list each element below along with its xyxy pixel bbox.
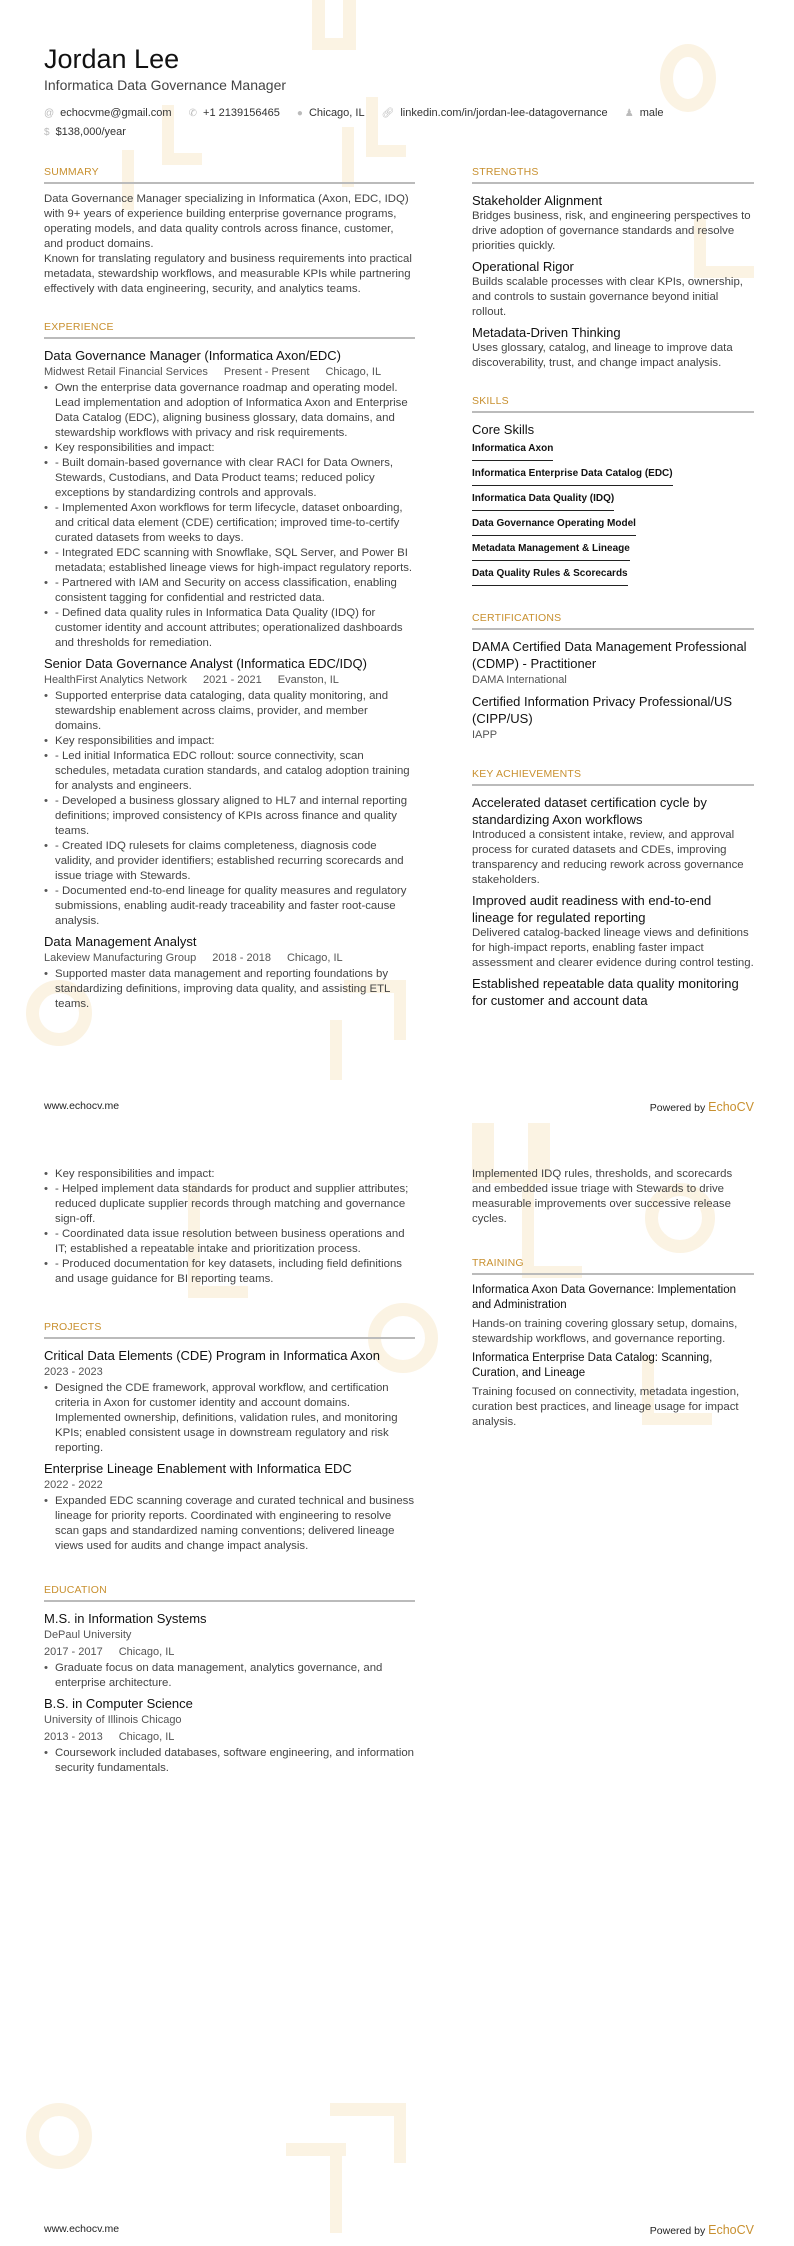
bullet: • Expanded EDC scanning coverage and curated technical and business lineage for priority reports. Coordinated with engineering to resolve scan gaps and standardized naming conventions; delivered lineage views used for audits and change impact analysis. (44, 1494, 415, 1554)
location: Chicago, IL (286, 952, 343, 964)
watermark-shape (394, 2103, 406, 2163)
education-entry (44, 1610, 415, 1691)
bullet: • Supported enterprise data cataloging, data quality monitoring, and stewardship enablement across claims, provider, and member domains. (44, 689, 415, 734)
watermark-shape (330, 1020, 342, 1080)
company: HealthFirst Analytics Network (44, 674, 188, 686)
bullet: • Key responsibilities and impact: (44, 734, 415, 749)
achievement-desc: Implemented IDQ rules, thresholds, and scorecards and embedded issue triage with Stewards to drive measurable improvements over successive release cycles. (472, 1168, 733, 1225)
watermark-shape (330, 2143, 342, 2233)
contact-location (297, 104, 365, 123)
footer-powered-by[interactable] (650, 1100, 754, 1114)
experience-entry (44, 933, 415, 1012)
location-text: Chicago, IL (308, 107, 365, 119)
job-title: Senior Data Governance Analyst (Informatica EDC/IDQ) (44, 656, 367, 671)
location-pin-icon: ● (296, 108, 303, 119)
bullet: • - Integrated EDC scanning with Snowflake, SQL Server, and Power BI metadata; established lineage views for high-impact regulatory reports. (44, 546, 415, 576)
right-column (472, 166, 754, 1009)
dates: Present - Present (223, 366, 310, 378)
experience-entry (44, 347, 415, 651)
skill-tag: Metadata Management & Lineage (472, 540, 630, 561)
achievement-desc: Delivered catalog-backed lineage views and definitions for high-impact reports, enabling faster impact assessment and clearer evidence during control testing. (472, 927, 754, 969)
candidate-name: Jordan Lee (44, 44, 180, 74)
candidate-title: Informatica Data Governance Manager (44, 77, 287, 93)
watermark-shape (366, 145, 406, 157)
training-title: Informatica Enterprise Data Catalog: Scanning, Curation, and Lineage (472, 1352, 713, 1379)
dollar-icon: $ (44, 127, 50, 138)
job-title: Data Governance Manager (Informatica Axon/EDC) (44, 348, 341, 363)
resume-page-2 (0, 1123, 794, 2246)
person-icon: ♟ (624, 108, 634, 119)
left-column (44, 166, 415, 1012)
skill-tag: Informatica Data Quality (IDQ) (472, 490, 614, 511)
bullet: • Supported master data management and reporting foundations by standardizing definitions, improving data quality, and assisting ETL teams. (44, 967, 415, 1012)
watermark-ring (660, 44, 716, 112)
bullet: • - Built domain-based governance with clear RACI for Data Owners, Stewards, Custodians, and Data Product teams; reduced policy exceptions by standardizing controls and approvals. (44, 456, 415, 501)
certification-name: Certified Information Privacy Professional/US (CIPP/US) (472, 694, 733, 726)
section-heading-achievements: KEY ACHIEVEMENTS (472, 768, 754, 786)
bullet: • - Defined data quality rules in Informatica Data Quality (IDQ) for customer identity and account attributes; operationalized dashboards and thresholds for remediation. (44, 606, 415, 651)
certification-name: DAMA Certified Data Management Professional (CDMP) - Practitioner (472, 639, 747, 671)
strength-desc: Uses glossary, catalog, and lineage to improve data discoverability, trust, and change impact analysis. (472, 342, 733, 369)
watermark-shape (162, 153, 202, 165)
project-dates: 2023 - 2023 (44, 1366, 103, 1378)
section-heading-education: EDUCATION (44, 1584, 415, 1602)
right-column (472, 1167, 754, 1430)
section-heading-summary: SUMMARY (44, 166, 415, 184)
contact-email[interactable] (44, 104, 172, 123)
salary-text: $138,000/year (55, 126, 126, 138)
degree: B.S. in Computer Science (44, 1696, 193, 1711)
location: Chicago, IL (118, 1731, 175, 1743)
strength-desc: Bridges business, risk, and engineering perspectives to drive adoption of governance standards and resolve priorities quickly. (472, 210, 751, 252)
skill-group-title: Core Skills (472, 422, 535, 437)
degree: M.S. in Information Systems (44, 1611, 207, 1626)
link-icon: 🔗︎ (381, 108, 395, 119)
summary-paragraph: Known for translating regulatory and business requirements into practical metadata, stewardship workflows, and measurable KPIs while partnering effectively with data engineering, security, and analytics teams. (44, 253, 412, 295)
contact-info (44, 104, 744, 142)
achievement-desc: Introduced a consistent intake, review, and approval process for curated datasets and CDEs, improving transparency and reducing rework across governance stakeholders. (472, 829, 744, 886)
watermark-ring (26, 2103, 92, 2169)
location: Chicago, IL (118, 1646, 175, 1658)
bullet: • - Helped implement data standards for product and supplier attributes; reduced duplicate supplier records through matching and governance sign-off. (44, 1182, 415, 1227)
skill-tag: Data Governance Operating Model (472, 515, 636, 536)
company: Lakeview Manufacturing Group (44, 952, 197, 964)
education-entry (44, 1695, 415, 1776)
bullet: • Key responsibilities and impact: (44, 1167, 415, 1182)
linkedin-text: linkedin.com/in/jordan-lee-datagovernance (400, 107, 608, 119)
job-title: Data Management Analyst (44, 934, 197, 949)
email-text: echocvme@gmail.com (60, 107, 172, 119)
bullet: • - Coordinated data issue resolution between business operations and IT; established a repeatable intake and prioritization process. (44, 1227, 415, 1257)
contact-phone[interactable] (189, 104, 280, 123)
bullet: • - Documented end-to-end lineage for quality measures and regulatory submissions, enabling audit-ready traceability and faster root-cause analysis. (44, 884, 415, 929)
achievement-title: Established repeatable data quality monitoring for customer and account data (472, 976, 739, 1008)
section-heading-strengths: STRENGTHS (472, 166, 754, 184)
school: DePaul University (44, 1629, 132, 1641)
brand-logo-text: EchoCV (708, 2223, 754, 2237)
powered-by-text: Powered by (649, 2225, 706, 2237)
location: Evanston, IL (277, 674, 339, 686)
brand-logo-text: EchoCV (708, 1100, 754, 1114)
contact-linkedin[interactable] (382, 104, 608, 123)
watermark-shape (312, 38, 356, 50)
training-desc: Training focused on connectivity, metadata ingestion, curation best practices, and lineage usage for impact analysis. (472, 1386, 740, 1428)
contact-salary (44, 123, 126, 142)
gender-text: male (639, 107, 664, 119)
achievement-title: Accelerated dataset certification cycle by standardizing Axon workflows (472, 795, 707, 827)
achievement-title: Improved audit readiness with end-to-end lineage for regulated reporting (472, 893, 712, 925)
phone-icon: ✆ (188, 108, 198, 119)
contact-gender (625, 104, 664, 123)
experience-entry (44, 655, 415, 929)
bullet: • Designed the CDE framework, approval workflow, and certification criteria in Axon for customer identity and account domains. Implemented ownership, definitions, validation rules, and monitoring KPIs; enabled consistent usage in downstream regulatory and risk reporting. (44, 1381, 415, 1456)
powered-by-text: Powered by (649, 1102, 706, 1114)
bullet: • Coursework included databases, software engineering, and information security fundamentals. (44, 1746, 415, 1776)
footer-site-link[interactable]: www.echocv.me (44, 2223, 120, 2235)
strength-desc: Builds scalable processes with clear KPIs, ownership, and controls to sustain governance beyond initial rollout. (472, 276, 743, 318)
project-entry (44, 1460, 415, 1554)
bullet: • Graduate focus on data management, analytics governance, and enterprise architecture. (44, 1661, 415, 1691)
bullet: • Own the enterprise data governance roadmap and operating model. Lead implementation and adoption of Informatica Axon and Enterprise Data Catalog (EDC), aligning business glossary, data domains, and stewardship workflows with privacy and risk requirements. (44, 381, 415, 441)
training-title: Informatica Axon Data Governance: Implementation and Administration (472, 1284, 737, 1311)
strength-title: Operational Rigor (472, 259, 574, 274)
at-icon: @ (44, 108, 55, 119)
section-heading-certifications: CERTIFICATIONS (472, 612, 754, 630)
summary-paragraph: Data Governance Manager specializing in Informatica (Axon, EDC, IDQ) with 9+ years of experience building enterprise governance programs, operating models, and data quality controls across finance, customer, and product domains. (44, 193, 409, 250)
dates: 2017 - 2017 (44, 1646, 103, 1658)
training-desc: Hands-on training covering glossary setup, domains, stewardship workflows, and governance reporting. (472, 1318, 738, 1345)
footer-powered-by[interactable] (650, 2223, 754, 2237)
skill-tag: Data Quality Rules & Scorecards (472, 565, 628, 586)
certification-issuer: DAMA International (472, 674, 567, 686)
strength-title: Metadata-Driven Thinking (472, 325, 621, 340)
skill-tag: Informatica Axon (472, 440, 553, 461)
school: University of Illinois Chicago (44, 1714, 182, 1726)
project-title: Enterprise Lineage Enablement with Informatica EDC (44, 1461, 352, 1476)
project-entry (44, 1347, 415, 1456)
dates: 2018 - 2018 (212, 952, 271, 964)
section-heading-skills: SKILLS (472, 395, 754, 413)
company: Midwest Retail Financial Services (44, 366, 208, 378)
dates: 2021 - 2021 (203, 674, 262, 686)
bullet: • - Implemented Axon workflows for term lifecycle, dataset onboarding, and critical data element (CDE) certification; improved time-to-certify curated datasets from weeks to days. (44, 501, 415, 546)
project-title: Critical Data Elements (CDE) Program in Informatica Axon (44, 1348, 380, 1363)
section-heading-training: TRAINING (472, 1257, 754, 1275)
footer-site-link[interactable]: www.echocv.me (44, 1100, 120, 1112)
section-heading-experience: EXPERIENCE (44, 321, 415, 339)
bullet: • - Produced documentation for key datasets, including field definitions and usage guidance for BI reporting teams. (44, 1257, 415, 1287)
bullet: • Key responsibilities and impact: (44, 441, 415, 456)
skill-tag: Informatica Enterprise Data Catalog (EDC) (472, 465, 673, 486)
bullet: • - Partnered with IAM and Security on access classification, enabling consistent tagging for confidential and restricted data. (44, 576, 415, 606)
section-heading-projects: PROJECTS (44, 1321, 415, 1339)
dates: 2013 - 2013 (44, 1731, 103, 1743)
strength-title: Stakeholder Alignment (472, 193, 603, 208)
certification-issuer: IAPP (472, 729, 498, 741)
bullet: • - Led initial Informatica EDC rollout: source connectivity, scan schedules, metadata curation standards, and catalog adoption training for analysts and engineers. (44, 749, 415, 794)
phone-text: +1 2139156465 (203, 107, 280, 119)
left-column (44, 1167, 415, 1776)
bullet: • - Developed a business glossary aligned to HL7 and internal reporting definitions; improved consistency of KPIs across finance and quality teams. (44, 794, 415, 839)
location: Chicago, IL (325, 366, 382, 378)
project-dates: 2022 - 2022 (44, 1479, 103, 1491)
bullet: • - Created IDQ rulesets for claims completeness, diagnosis code validity, and provider identifiers; established recurring scorecards and issue triage with Stewards. (44, 839, 415, 884)
